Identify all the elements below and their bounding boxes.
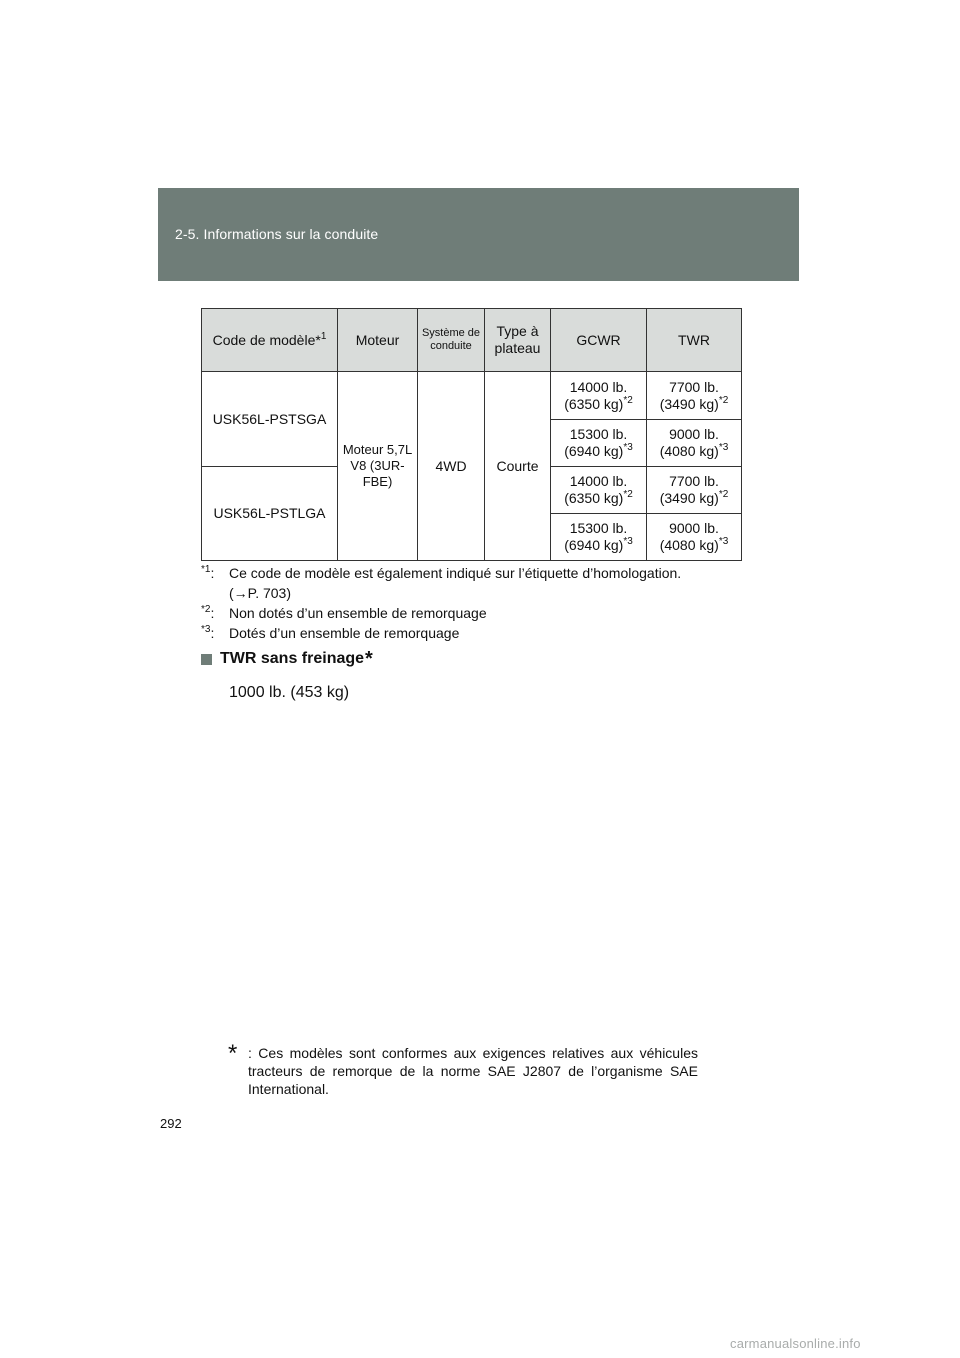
gcwr-cell: 15300 lb. (6940 kg)$^{*3}$	[551, 514, 647, 561]
header-twr: TWR	[647, 309, 742, 372]
asterisk-icon: *	[228, 1040, 238, 1067]
table-header-row	[202, 309, 742, 372]
header-model-code: Code de modèle*$^1$	[202, 309, 338, 372]
note-2: $^{*2}$: Non dotés d’un ensemble de remorquage	[201, 604, 487, 621]
twr-cell: 9000 lb. (4080 kg)$^{*3}$	[647, 420, 742, 467]
unbraked-twr-value: 1000 lb. (453 kg)	[229, 684, 350, 701]
twr-cell: 7700 lb. (3490 kg)$^{*2}$	[647, 467, 742, 514]
towing-spec-table	[201, 308, 742, 561]
page-number: 292	[160, 1116, 182, 1131]
note-3: $^{*3}$: Dotés d’un ensemble de remorquage	[201, 624, 460, 641]
gcwr-cell: 14000 lb. (6350 kg)$^{*2}$	[551, 372, 647, 420]
note-1: $^{*1}$: Ce code de modèle est également indiqué sur l’étiquette d’homologation. (→P. 703)	[201, 564, 682, 601]
header-drive-system: Système de conduite	[418, 309, 485, 372]
square-bullet-icon	[201, 654, 212, 665]
gcwr-cell: 15300 lb. (6940 kg)$^{*3}$	[551, 420, 647, 467]
header-engine: Moteur	[338, 309, 418, 372]
watermark: carmanualsonline.info	[730, 1336, 861, 1351]
model-code-cell: USK56L-PSTLGA	[202, 467, 338, 561]
section-header-band	[158, 188, 799, 281]
model-code-cell: USK56L-PSTSGA	[202, 372, 338, 467]
gcwr-cell: 14000 lb. (6350 kg)$^{*2}$	[551, 467, 647, 514]
bed-cell: Courte	[485, 372, 551, 561]
unbraked-twr-heading: TWR sans freinage *	[201, 650, 373, 668]
engine-cell: Moteur 5,7L V8 (3UR-FBE)	[338, 372, 418, 561]
section-title: 2-5. Informations sur la conduite	[175, 226, 379, 242]
header-gcwr: GCWR	[551, 309, 647, 372]
drive-cell: 4WD	[418, 372, 485, 561]
table-notes	[201, 563, 741, 643]
table-row	[202, 372, 742, 420]
twr-cell: 7700 lb. (3490 kg)$^{*2}$	[647, 372, 742, 420]
twr-cell: 9000 lb. (4080 kg)$^{*3}$	[647, 514, 742, 561]
sae-footnote: * : Ces modèles sont conformes aux exigences relatives aux véhicules tracteurs de remorque de la norme SAE J2807 de l’organisme SAE International.	[228, 1040, 698, 1097]
header-bed-type: Type à plateau	[485, 309, 551, 372]
